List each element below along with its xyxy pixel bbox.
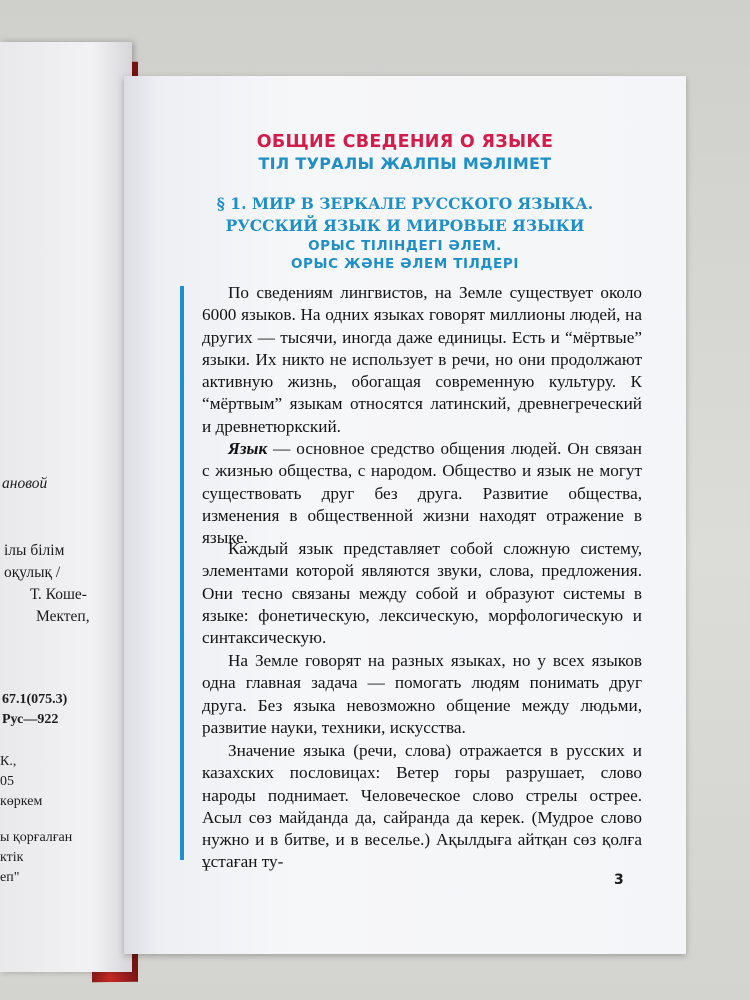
right-page	[124, 76, 686, 954]
left-page-line: ілы білім	[4, 542, 65, 559]
section-title-kazakh-line1: ОРЫС ТІЛІНДЕГІ ӘЛЕМ.	[308, 238, 502, 254]
left-page-line: ы қорғалған	[0, 830, 73, 845]
left-page-line: оқулық /	[4, 564, 61, 581]
section-title-kazakh-line2: ОРЫС ЖӘНЕ ӘЛЕМ ТІЛДЕРІ	[290, 256, 519, 272]
left-page-line: 05	[0, 774, 14, 789]
left-page-line: көркем	[0, 794, 43, 809]
left-page-line: еп"	[0, 870, 20, 885]
left-page-line: Рус—922	[2, 712, 59, 727]
chapter-heading-kazakh: ТІЛ ТУРАЛЫ ЖАЛПЫ МӘЛІМЕТ	[258, 154, 552, 173]
left-page-line: Мектеп,	[36, 608, 90, 625]
left-page-line: 67.1(075.3)	[2, 692, 68, 707]
paragraph-2	[202, 438, 642, 549]
paragraph-3: Каждый язык представляет собой сложную систему, элементами которой являются звуки, слова, предложения. Они тесно связаны между собой и образуют системы в языке: фонетическую, лексическую, морфологическую и синтаксическую.	[202, 539, 642, 648]
paragraph-4: На Земле говорят на разных языках, но у всех языков одна главная задача — помогать людям понимать друг друга. Без языка невозможно общение между людьми, развитие науки, техники, искусства.	[202, 651, 642, 737]
left-page-line: ктік	[0, 850, 24, 865]
margin-accent-bar	[180, 286, 184, 860]
left-page	[0, 42, 132, 972]
term-yazyk: Язык	[228, 439, 268, 458]
left-page-line: ановой	[2, 475, 48, 492]
paragraph-5: Значение языка (речи, слова) отражается в русских и казахских пословицах: Ветер горы разрушает, слово народы поднимает. Человеческое слово стрелы острее. Асыл сөз майданда да, сайранда да керек. (Мудрое слово нужно и в битве, и в веселье.) Ақылдыға айтқан сөз қолға ұстаған ту-	[202, 741, 642, 872]
chapter-heading-russian: ОБЩИЕ СВЕДЕНИЯ О ЯЗЫКЕ	[256, 132, 554, 152]
section-title-russian-line2: РУССКИЙ ЯЗЫК И МИРОВЫЕ ЯЗЫКИ	[225, 216, 585, 235]
paragraph-2-text: — основное средство общения людей. Он связан с жизнью общества, с народом. Общество и язык не могут существовать друг без друга. Развитие общества, изменения в общественной жизни находят отражение в языке.	[202, 439, 642, 548]
paragraph-1: По сведениям лингвистов, на Земле существует около 6000 языков. На одних языках говорят миллионы людей, на других — тысячи, иногда даже единицы. Есть и “мёртвые” языки. Их никто не использует в речи, но они продолжают активную жизнь, обогащая современную культуру. К “мёртвым” языкам относятся латинский, древнегреческий и древнетюркский.	[202, 283, 642, 436]
section-title-russian-line1: § 1. МИР В ЗЕРКАЛЕ РУССКОГО ЯЗЫКА.	[216, 194, 594, 213]
page-number: 3	[614, 872, 624, 888]
left-page-line: Т. Коше-	[30, 586, 87, 603]
left-page-line: К.,	[0, 754, 17, 769]
